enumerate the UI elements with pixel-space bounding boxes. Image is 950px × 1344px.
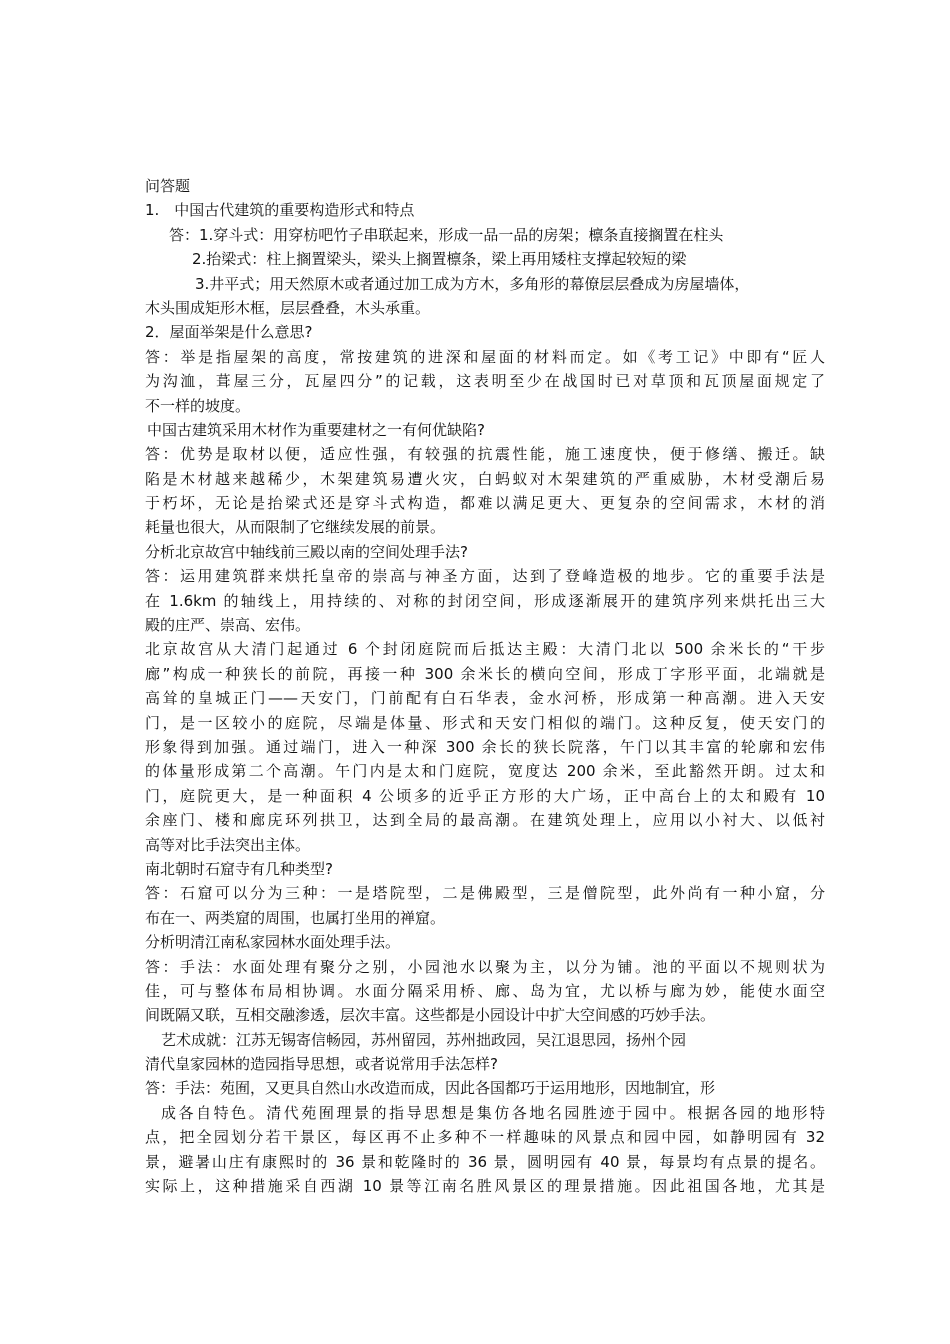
document-body [145,174,825,1198]
answer-line: 佳，可与整体布局相协调。水面分隔采用桥、廊、岛为宜，尤以桥与廊为妙，能使水面空 [145,981,825,1000]
answer-line: 答：优势是取材以便，适应性强，有较强的抗震性能，施工速度快，便于修缮、搬迁。缺 [145,445,825,464]
answer-line: 殿的庄严、崇高、宏伟。 [145,616,311,635]
answer-line: 答：运用建筑群来烘托皇帝的崇高与神圣方面，达到了登峰造极的地步。它的重要手法是 [145,567,825,586]
answer-line: 陷是木材越来越稀少，木架建筑易遭火灾，白蚂蚁对木架建筑的严重威胁，木材受潮后易 [145,469,825,488]
answer-line: 木头围成矩形木框，层层叠叠，木头承重。 [145,298,431,317]
answer-line: 答：石窟可以分为三种：一是塔院型，二是佛殿型，三是僧院型，此外尚有一种小窟，分 [145,884,825,903]
answer-line: 间既隔又联，互相交融渗透，层次丰富。这些都是小园设计中扩大空间感的巧妙手法。 [145,1006,716,1025]
answer-line: 于朽坏，无论是抬梁式还是穿斗式构造，都难以满足更大、更复杂的空间需求，木材的消 [145,494,825,513]
paragraph-line: 北京故宫从大清门起通过 6 个封闭庭院而后抵达主殿：大清门北以 500 余米长的“干步 [145,640,825,659]
answer-line: 答：举是指屋架的高度，常按建筑的进深和屋面的材料而定。如《考工记》中即有“匠人 [145,347,825,366]
answer-line: 不一样的坡度。 [145,396,251,415]
answer-line: 景，避暑山庄有康熙时的 36 景和乾隆时的 36 景，圆明园有 40 景，每景均有点景的提名。 [145,1152,825,1171]
paragraph-line: 门，是一区较小的庭院，尽端是体量、形式和天安门相似的端门。这种反复，使天安门的 [145,713,825,732]
answer-line: 成各自特色。清代苑囿理景的指导思想是集仿各地名园胜迹于园中。根据各园的地形特 [161,1103,825,1122]
answer-line: 艺术成就：江苏无锡寄信畅园，苏州留园，苏州拙政园，吴江退思园，扬州个园 [161,1030,687,1049]
question-heading: 1. 中国古代建筑的重要构造形式和特点 [145,201,415,220]
paragraph-line: 的体量形成第二个高潮。午门内是太和门庭院，宽度达 200 余米，至此豁然开朗。过太和 [145,762,825,781]
section-heading: 问答题 [145,177,191,195]
paragraph-line: 形象得到加强。通过端门，进入一种深 300 余长的狭长院落，午门以其丰富的轮廓和宏伟 [145,737,825,756]
answer-line: 3.井平式；用天然原木或者通过加工成为方木，多角形的幕僚层层叠成为房屋墙体， [195,274,750,293]
question-heading: 南北朝时石窟寺有几种类型? [145,859,333,878]
question-heading: 2．屋面举架是什么意思? [145,323,313,342]
paragraph-line: 高等对比手法突出主体。 [145,835,311,854]
paragraph-line: 廊”构成一种狭长的前院，再接一种 300 余米长的横向空间，形成丁字形平面，北端就是 [145,664,825,683]
answer-line: 为沟洫，葺屋三分，瓦屋四分”的记载，这表明至少在战国时已对草顶和瓦顶屋面规定了 [145,372,825,391]
answer-line: 在 1.6km 的轴线上，用持续的、对称的封闭空间，形成逐渐展开的建筑序列来烘托出三大 [145,591,825,610]
answer-line: 答：手法：苑囿，又更具自然山水改造而成，因此各国都巧于运用地形，因地制宜，形 [145,1079,716,1098]
question-heading: 分析北京故宫中轴线前三殿以南的空间处理手法? [145,542,468,561]
question-heading: 分析明清江南私家园林水面处理手法。 [145,933,401,952]
question-heading: 清代皇家园林的造园指导思想，或者说常用手法怎样? [145,1055,498,1074]
answer-line: 2.抬梁式：柱上搁置梁头，梁头上搁置檩条，梁上再用矮柱支撑起较短的梁 [192,250,687,269]
answer-line: 实际上，这种措施采自西湖 10 景等江南名胜风景区的理景措施。因此祖国各地，尤其是 [145,1177,825,1196]
answer-line: 答：手法：水面处理有聚分之别，小园池水以聚为主，以分为铺。池的平面以不规则状为 [145,957,825,976]
answer-line: 点，把全园划分若干景区，每区再不止多种不一样趣味的风景点和园中园，如静明园有 32 [145,1128,825,1147]
paragraph-line: 高耸的皇城正门——天安门，门前配有白石华表，金水河桥，形成第一种高潮。进入天安 [145,689,825,708]
question-heading: 中国古建筑采用木材作为重要建材之一有何优缺陷? [147,420,485,439]
paragraph-line: 余座门、楼和廊庑环列拱卫，达到全局的最高潮。在建筑处理上，应用以小衬大、以低衬 [145,811,825,830]
answer-line: 布在一、两类窟的周围，也属打坐用的禅窟。 [145,908,446,927]
paragraph-line: 门，庭院更大，是一种面积 4 公顷多的近乎正方形的大广场，正中高台上的太和殿有 10 [145,786,825,805]
answer-line: 耗量也很大，从而限制了它继续发展的前景。 [145,518,446,537]
answer-line: 答：1.穿斗式：用穿枋吧竹子串联起来，形成一品一品的房架；檩条直接搁置在柱头 [169,225,724,244]
